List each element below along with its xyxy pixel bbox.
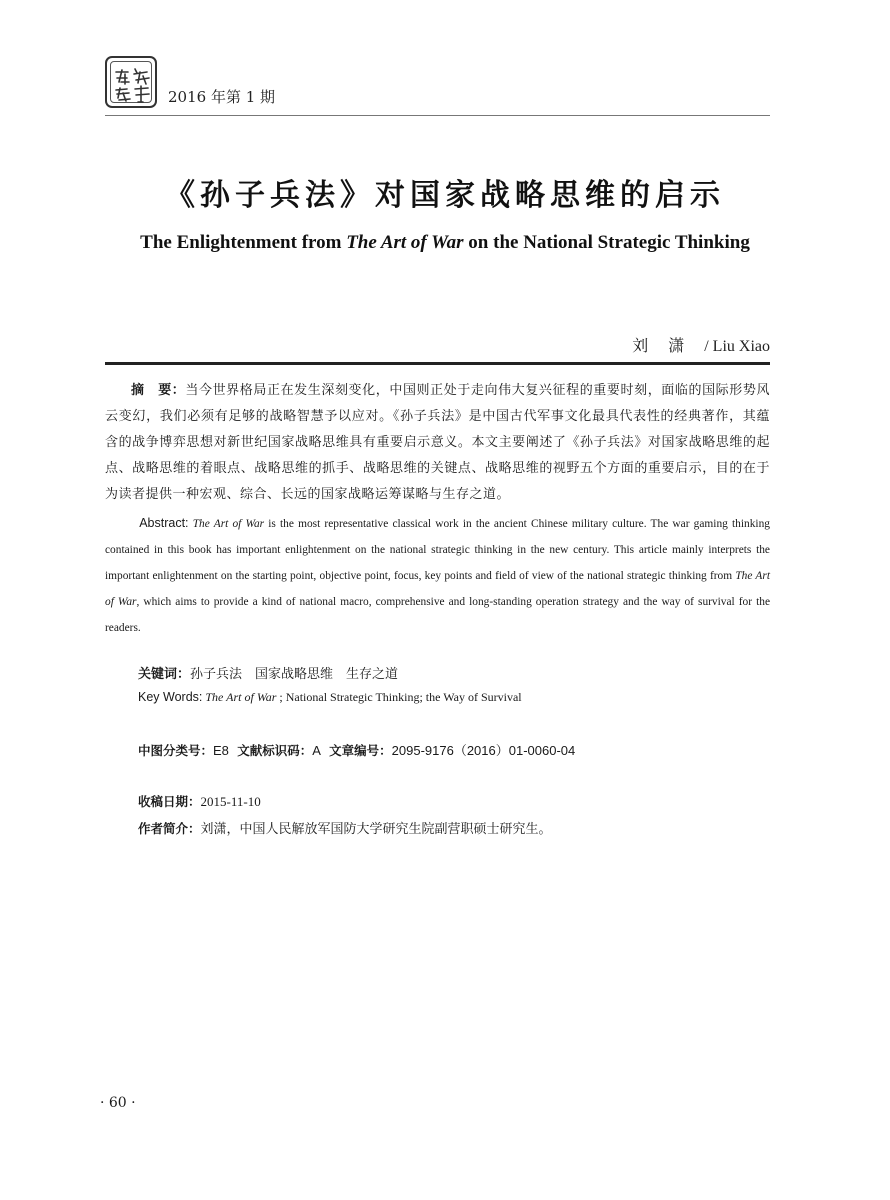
title-english-prefix: The Enlightenment from: [140, 232, 347, 253]
clc-label: 中图分类号：: [138, 743, 214, 758]
abstract-cn-label: 摘 要：: [131, 383, 186, 398]
title-english: [105, 232, 785, 254]
author-name-cn: 刘潇: [632, 338, 705, 355]
abstract-en-italic-title: The Art of War: [192, 518, 265, 530]
keywords-cn: [138, 663, 398, 682]
header-divider: [105, 115, 770, 116]
abstract-en-italic-title-2: The Art of War: [105, 570, 770, 608]
issue-label: 2016 年第 1 期: [168, 88, 276, 106]
abstract-english: [105, 510, 770, 641]
author-bio-value: 刘潇，中国人民解放军国防大学研究生院副营职硕士研究生。: [200, 822, 552, 837]
abstract-cn-text: 当今世界格局正在发生深刻变化，中国则正处于走向伟大复兴征程的重要时刻，面临的国际形势风云变幻，我们必须有足够的战略智慧予以应对。《孙子兵法》是中国古代军事文化最具代表性的经典著作，其蕴含的战争博弈思想对新世纪国家战略思维具有重要启示意义。本文主要阐述了《孙子兵法》对国家战略思维的起点、战略思维的着眼点、战略思维的抓手、战略思维的关键点、战略思维的视野五个方面的重要启示，目的在于为读者提供一种宏观、综合、长远的国家战略运筹谋略与生存之道。: [105, 383, 770, 502]
author-bio-line: [138, 818, 552, 837]
received-date-line: [138, 792, 261, 810]
keywords-cn-label: 关键词：: [138, 667, 191, 682]
doc-code-value: A: [312, 743, 321, 758]
title-english-suffix: on the National Strategic Thinking: [463, 232, 750, 253]
abstract-en-text-2: , which aims to provide a kind of national macro, comprehensive and long-standing operation strategy and the way of survival for the readers.: [105, 596, 771, 634]
keywords-cn-text: 孙子兵法 国家战略思维 生存之道: [190, 667, 399, 682]
author-name-en: Liu Xiao: [712, 338, 770, 355]
author-line: [632, 333, 770, 356]
journal-header: [105, 48, 770, 114]
classification-line: [138, 740, 575, 759]
keywords-en-italic: The Art of War: [205, 690, 277, 704]
abstract-chinese: [105, 378, 770, 508]
title-english-italic: The Art of War: [346, 232, 464, 253]
seal-glyphs: [107, 58, 159, 110]
abstract-en-text-1: is the most representative classical work in the ancient Chinese military culture. The war gaming thinking contained in this book has important enlightenment on the national strategic thinking in the new century. This article mainly interprets the important enlightenment on the starting point, objective point, focus, key points and field of view of the national strategic thinking from: [105, 518, 770, 582]
keywords-en-label: Key Words:: [138, 690, 203, 704]
received-value: 2015-11-10: [200, 794, 261, 809]
title-chinese: 《孙子兵法》对国家战略思维的启示: [165, 178, 725, 213]
keywords-en: [138, 690, 522, 705]
received-label: 收稿日期：: [138, 794, 201, 809]
author-separator: /: [704, 338, 709, 355]
article-no-label: 文章编号：: [329, 743, 392, 758]
abstract-en-label: Abstract:: [139, 516, 189, 530]
journal-logo: [105, 56, 157, 108]
author-divider: [105, 362, 770, 365]
doc-code-label: 文献标识码：: [237, 743, 313, 758]
clc-value: E8: [213, 743, 229, 758]
keywords-en-text: ; National Strategic Thinking; the Way of Survival: [276, 690, 522, 704]
article-no-value: 2095-9176（2016）01-0060-04: [391, 743, 576, 758]
page-number: · 60 ·: [100, 1095, 136, 1111]
author-bio-label: 作者简介：: [138, 821, 201, 836]
